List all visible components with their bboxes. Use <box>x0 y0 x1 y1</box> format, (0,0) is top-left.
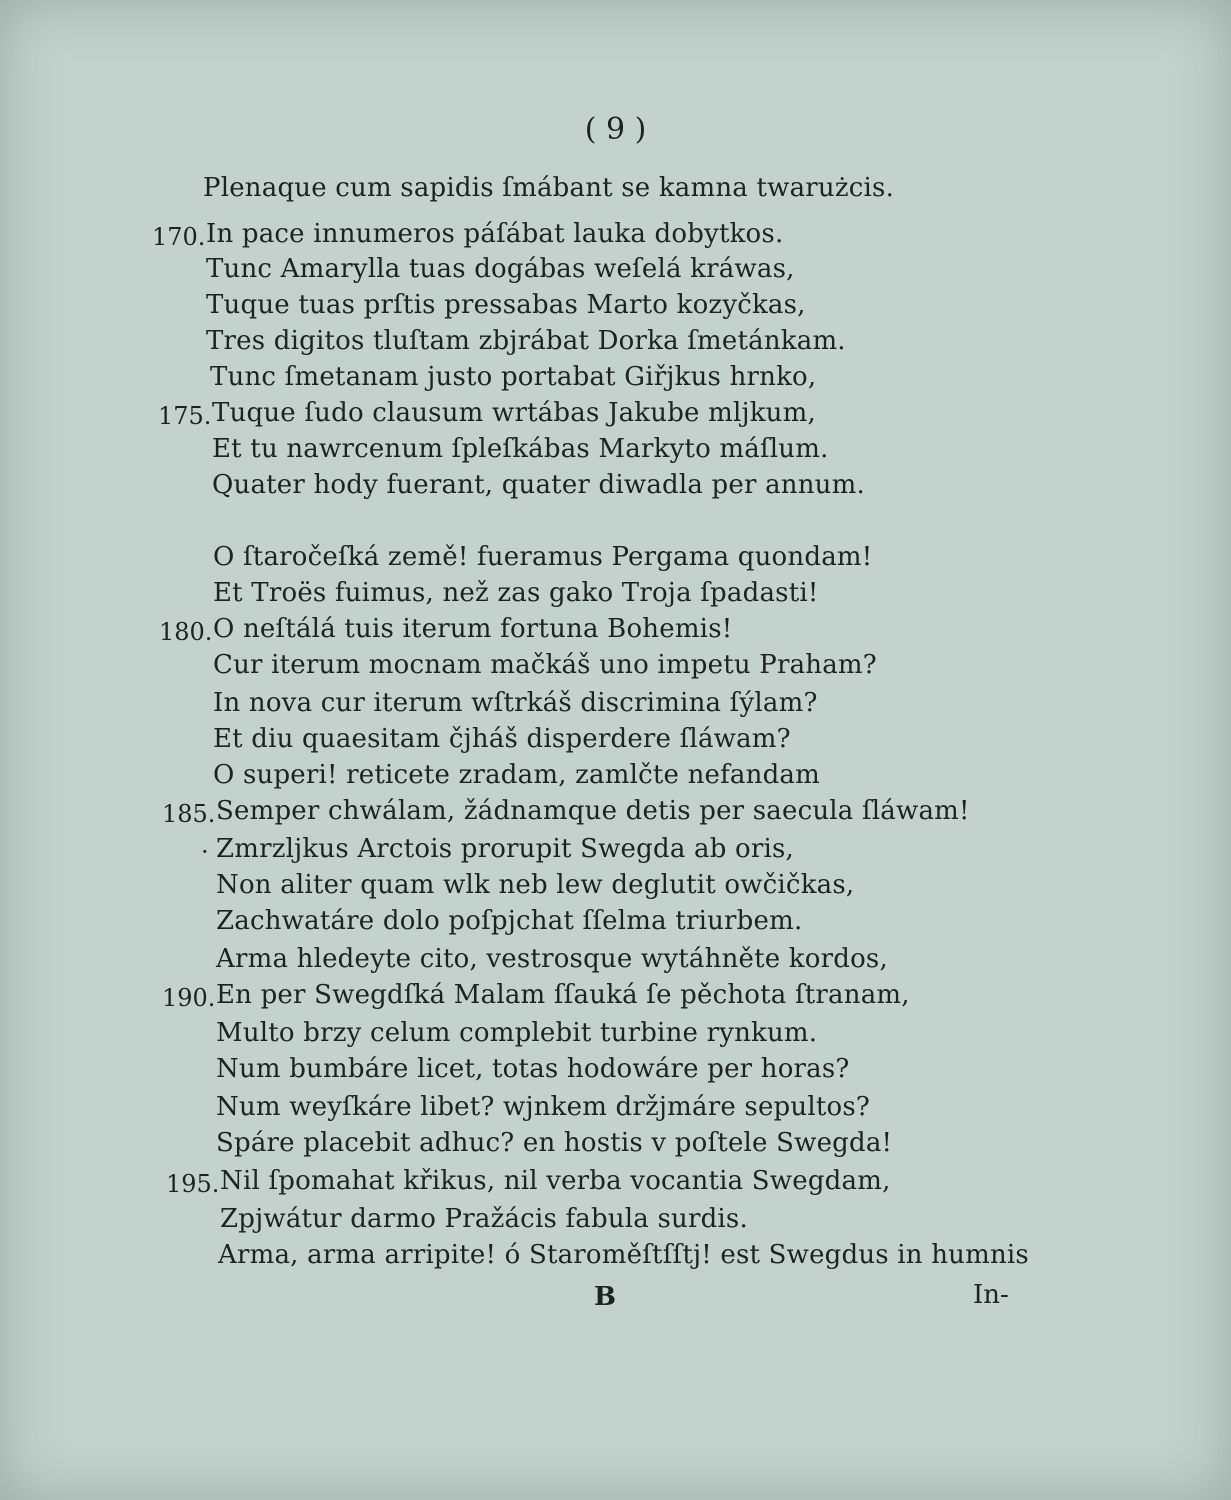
verse-line: Nil ſpomahat křikus, nil verba vocantia Swegdam, <box>220 1166 891 1196</box>
verse-line: Non aliter quam wlk neb lew deglutit owčičkas, <box>216 870 855 900</box>
verse-line: Quater hody fuerant, quater diwadla per annum. <box>212 470 865 500</box>
verse-line: Arma, arma arripite! ó Staroměſtſſtj! est Swegdus in humnis <box>218 1240 1029 1270</box>
line-number: 195. <box>166 1170 220 1198</box>
verse-line: Et tu nawrcenum ſpleſkábas Markyto máſlum. <box>212 434 829 464</box>
verse-line: O neſtálá tuis iterum fortuna Bohemis! <box>213 614 733 644</box>
verse-line: Et diu quaesitam čjháš disperdere ſláwam? <box>213 724 791 754</box>
verse-line: Num bumbáre licet, totas hodowáre per horas? <box>216 1054 850 1084</box>
verse-line: Zpjwátur darmo Pražácis fabula surdis. <box>220 1204 748 1234</box>
verse-line: Semper chwálam, žádnamque detis per saecula ſláwam! <box>216 796 970 826</box>
line-number: 185. <box>162 800 216 828</box>
catchword: In- <box>973 1280 1009 1310</box>
line-number: · <box>201 838 209 866</box>
line-number: 175. <box>158 402 212 430</box>
verse-line: Num weyſkáre libet? wjnkem držjmáre sepultos? <box>216 1092 871 1122</box>
verse-line: In pace innumeros páſábat lauka dobytkos. <box>206 219 784 249</box>
verse-line: Tres digitos tluſtam zbjrábat Dorka ſmetánkam. <box>206 326 846 356</box>
verse-line: O superi! reticete zradam, zamlčte nefandam <box>213 760 820 790</box>
verse-line: Zmrzljkus Arctois prorupit Swegda ab oris, <box>216 834 795 864</box>
verse-line: Tuque tuas prſtis pressabas Marto kozyčkas, <box>206 290 806 320</box>
verse-line: Et Troës fuimus, než zas gako Troja ſpadasti! <box>213 578 819 608</box>
verse-line: Spáre placebit adhuc? en hostis v poſtele Swegda! <box>216 1128 893 1158</box>
verse-line: Plenaque cum sapidis ſmábant se kamna twarużcis. <box>203 173 895 203</box>
line-number: 180. <box>159 618 213 646</box>
verse-line: En per Swegdſká Malam ſſauká ſe pěchota ſtranam, <box>216 980 910 1010</box>
verse-line: Arma hledeyte cito, vestrosque wytáhněte kordos, <box>216 944 888 974</box>
verse-line: Cur iterum mocnam mačkáš uno impetu Praham? <box>213 650 877 680</box>
verse-line: Multo brzy celum complebit turbine rynkum. <box>216 1018 818 1048</box>
verse-line: O ſtaročeſká země! fueramus Pergama quondam! <box>213 542 873 572</box>
line-number: 190. <box>162 984 216 1012</box>
page-number: ( 9 ) <box>584 112 647 147</box>
verse-line: In nova cur iterum wſtrkáš discrimina ſýlam? <box>213 688 818 718</box>
verse-line: Zachwatáre dolo poſpjchat ſſelma triurbem. <box>216 906 803 936</box>
line-number: 170. <box>152 223 206 251</box>
signature-mark: B <box>594 1282 616 1312</box>
verse-line: Tunc Amarylla tuas dogábas weſelá kráwas, <box>206 254 795 284</box>
verse-line: Tuque ſudo clausum wrtábas Jakube mljkum, <box>212 398 816 428</box>
verse-line: Tunc ſmetanam justo portabat Giřjkus hrnko, <box>210 362 817 392</box>
